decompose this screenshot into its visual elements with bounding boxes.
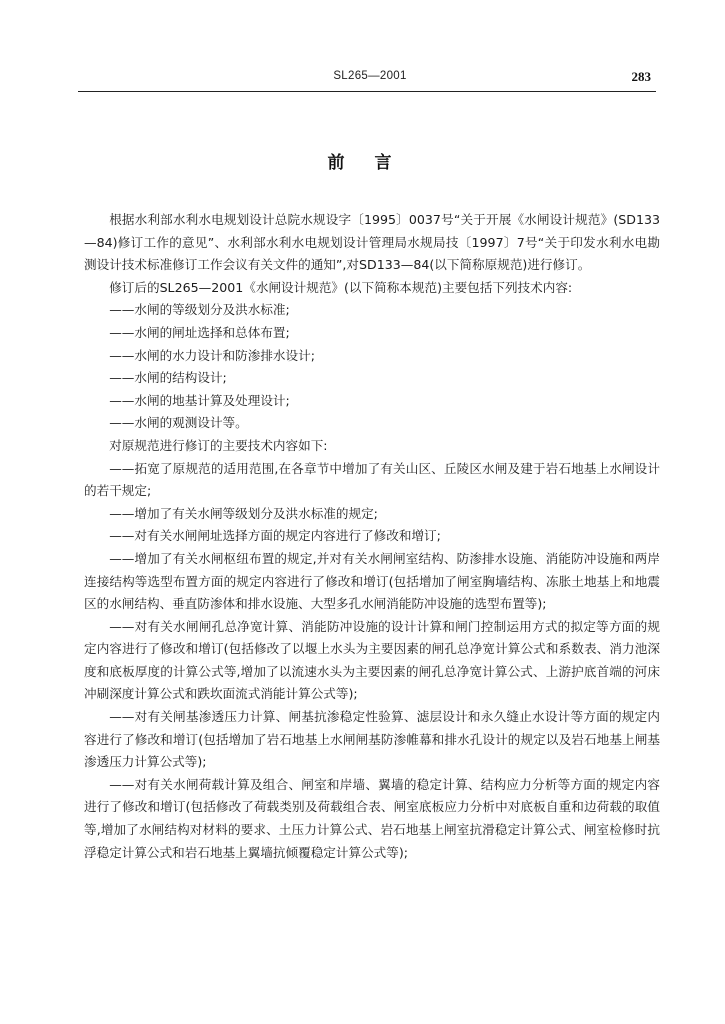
scope-item: ——水闸的地基计算及处理设计; <box>109 392 290 408</box>
scope-item: ——水闸的闸址选择和总体布置; <box>109 324 290 340</box>
change-item: ——增加了有关水闸等级划分及洪水标准的规定; <box>109 505 378 521</box>
change-item: ——拓宽了原规范的适用范围,在各章节中增加了有关山区、丘陵区水闸及建于岩石地基上水闸设计的若干规定; <box>84 460 660 499</box>
scope-item: ——水闸的水力设计和防渗排水设计; <box>109 347 315 363</box>
change-item: ——增加了有关水闸枢纽布置的规定,并对有关水闸闸室结构、防渗排水设施、消能防冲设施和两岸连接结构等选型布置方面的规定内容进行了修改和增订(包括增加了闸室胸墙结构、冻胀土地基上和地震区的水闸结构、垂直防渗体和排水设施、大型多孔水闸消能防冲设施的选型布置等); <box>84 550 660 612</box>
header-divider <box>78 91 656 92</box>
change-item: ——对有关闸基渗透压力计算、闸基抗渗稳定性验算、滤层设计和永久缝止水设计等方面的规定内容进行了修改和增订(包括增加了岩石地基上水闸闸基防渗帷幕和排水孔设计的规定以及岩石地基上闸基渗透压力计算公式等); <box>84 709 660 770</box>
page-number: 283 <box>631 69 651 84</box>
scope-item: ——水闸的结构设计; <box>109 370 227 386</box>
standard-code: SL265—2001 <box>333 70 407 82</box>
change-item: ——对有关水闸闸址选择方面的规定内容进行了修改和增订; <box>109 528 441 544</box>
intro-paragraph: 根据水利部水利水电规划设计总院水规设字〔1995〕0037号“关于开展《水闸设计规范》(SD133—84)修订工作的意见”、水利部水利水电规划设计管理局水规局技〔1997〕7号“关于印发水利水电勘测设计技术标准修订工作会议有关文件的通知”,对SD133—84(以下简称原规范)进行修订。 <box>84 212 660 273</box>
changes-lead: 对原规范进行修订的主要技术内容如下: <box>109 437 328 453</box>
scope-item: ——水闸的等级划分及洪水标准; <box>109 302 290 318</box>
change-item: ——对有关水闸荷载计算及组合、闸室和岸墙、翼墙的稳定计算、结构应力分析等方面的规定内容进行了修改和增订(包括修改了荷载类别及荷载组合表、闸室底板应力分析中对底板自重和边荷载的取值等,增加了水闸结构对材料的要求、土压力计算公式、岩石地基上闸室抗滑稳定计算公式、闸室检修时抗浮稳定计算公式和岩石地基上翼墙抗倾覆稳定计算公式等); <box>84 776 660 860</box>
scope-item: ——水闸的观测设计等。 <box>109 415 248 431</box>
scope-lead: 修订后的SL265—2001《水闸设计规范》(以下简称本规范)主要包括下列技术内容: <box>109 279 573 295</box>
section-title: 前言 <box>327 153 422 173</box>
change-item: ——对有关水闸闸孔总净宽计算、消能防冲设施的设计计算和闸门控制运用方式的拟定等方面的规定内容进行了修改和增订(包括修改了以堰上水头为主要因素的闸孔总净宽计算公式和系数表、消力池深度和底板厚度的计算公式等,增加了以流速水头为主要因素的闸孔总净宽计算公式、上游护底首端的河床冲刷深度计算公式和跌坎面流式消能计算公式等); <box>84 618 660 702</box>
body-text <box>84 209 660 864</box>
